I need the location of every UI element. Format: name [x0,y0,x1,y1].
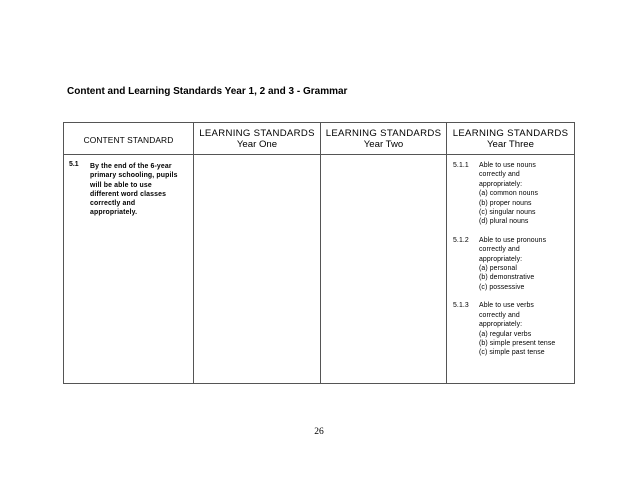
page-number: 26 [314,427,324,437]
header-year-one [194,123,321,155]
learning-standard-line: correctly and [479,246,520,254]
header-row [64,123,575,155]
header-year-three [447,123,575,155]
year-two-cell [321,155,447,384]
content-standard-line: primary schooling, pupils [90,172,178,180]
learning-standard-line: appropriately: [479,180,523,188]
header-year-one-subtitle: Year One [236,138,278,150]
page-heading: Content and Learning Standards Year 1, 2 and 3 - Grammar [67,86,348,97]
learning-standard-text [479,161,570,227]
learning-standard-line: (c) singular nouns [479,209,536,217]
learning-standard-number: 5.1.1 [453,162,469,169]
learning-standard-line: (c) simple past tense [479,349,545,357]
content-standard-cell [64,155,194,384]
year-one-cell [194,155,321,384]
learning-standard-line: appropriately: [479,321,523,329]
learning-standard-number: 5.1.2 [453,236,469,244]
content-standard-line: will be able to use [90,181,152,189]
header-content-standard-label: CONTENT STANDARD [83,134,174,145]
header-year-two-title: LEARNING STANDARDS [325,127,442,139]
learning-standard-line: (b) demonstrative [479,274,535,282]
learning-standard-line: (a) common nouns [479,190,539,198]
learning-standard-line: (a) personal [479,265,517,273]
content-standard-number: 5.1 [69,161,79,168]
learning-standard-5-1-1 [453,161,570,227]
content-standard-line: correctly and [90,200,136,208]
learning-standard-line: correctly and [479,311,520,319]
learning-standard-line: appropriately: [479,255,523,263]
learning-standard-line: Able to use nouns [479,162,536,169]
header-year-one-title: LEARNING STANDARDS [199,127,315,139]
learning-standard-line: (b) proper nouns [479,199,532,207]
content-standard-line: appropriately. [90,209,138,217]
learning-standard-line: Able to use verbs [479,302,534,310]
year-three-cell [447,155,575,384]
header-year-two-subtitle: Year Two [363,138,404,150]
header-content-standard [64,123,194,155]
learning-standard-text [479,236,570,292]
learning-standard-line: (d) plural nouns [479,218,529,226]
header-year-two [321,123,447,155]
content-standard-line: By the end of the 6-year [90,163,172,170]
learning-standard-5-1-2 [453,236,570,292]
content-standard-line: different word classes [90,190,167,198]
learning-standard-line: Able to use pronouns [479,236,547,244]
learning-standard-number: 5.1.3 [453,302,469,310]
header-year-three-subtitle: Year Three [487,138,534,150]
learning-standard-line: (b) simple present tense [479,339,556,347]
learning-standard-5-1-3 [453,301,570,357]
learning-standard-line: correctly and [479,171,520,179]
standards-table [63,122,575,384]
header-year-three-title: LEARNING STANDARDS [452,127,569,139]
content-standard-text [90,162,189,218]
body-row [64,155,575,384]
learning-standard-line: (c) possessive [479,283,525,291]
learning-standard-line: (a) regular verbs [479,330,532,338]
learning-standard-text [479,301,570,357]
